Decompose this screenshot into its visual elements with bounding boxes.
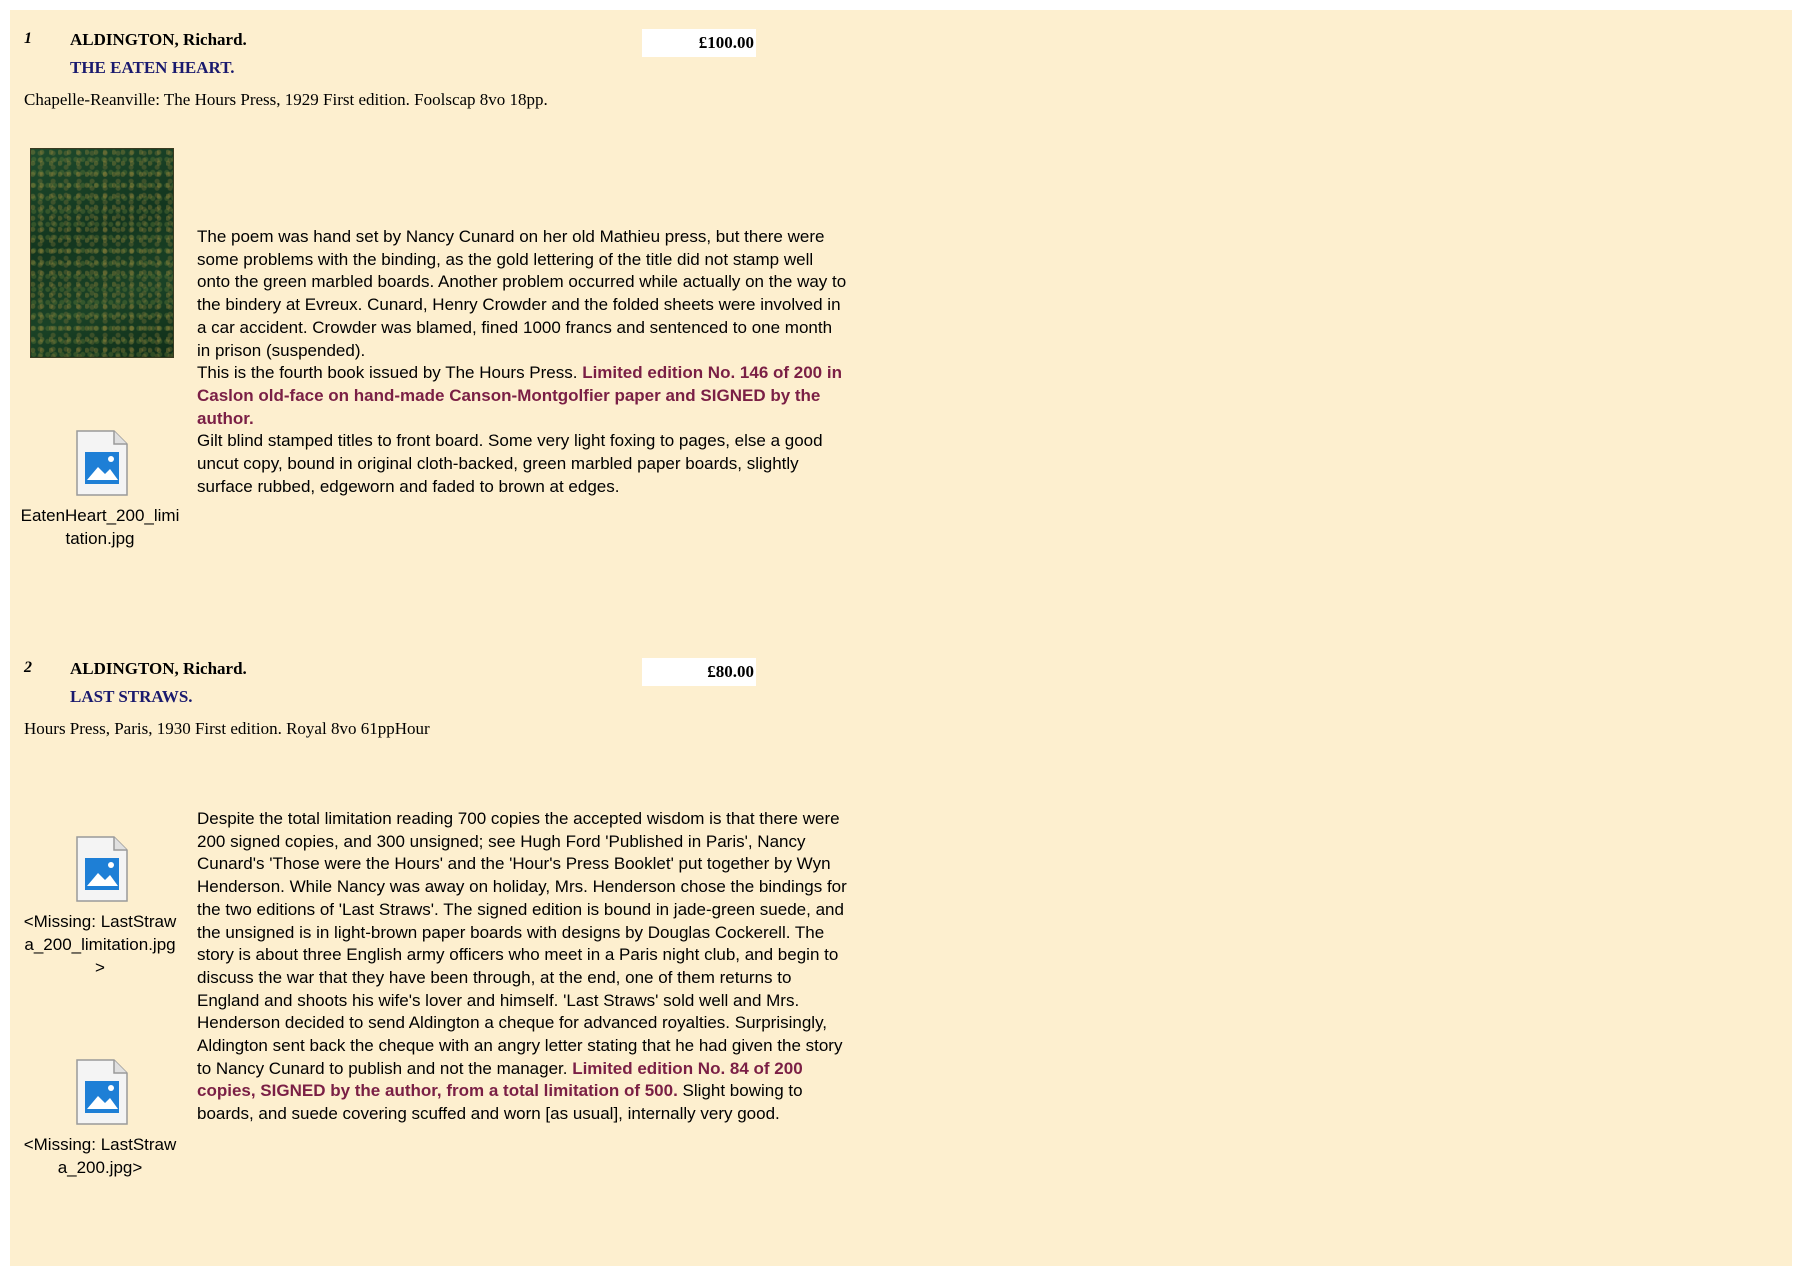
item-2-desc-tail: Slight bowing to boards, and suede covering scuffed and worn [as usual], internally very good. <box>197 1081 803 1124</box>
image-file-icon <box>76 836 128 902</box>
item-2-desc-paragraph <box>197 808 847 1126</box>
item-1-price: £100.00 <box>642 29 756 57</box>
catalogue-page <box>10 10 1792 1266</box>
item-1-image-caption: EatenHeart_200_limitation.jpg <box>20 506 180 548</box>
item-1-limited-edition-note: Limited edition No. 146 of 200 in Caslon old-face on hand-made Canson-Montgolfier paper and SIGNED by the author. <box>197 363 842 428</box>
item-2-image-caption-1: <Missing: LastStrawa_200_limitation.jpg> <box>23 912 177 977</box>
item-1-author: ALDINGTON, Richard. <box>70 30 247 49</box>
item-1-desc-paragraph-1: The poem was hand set by Nancy Cunard on her old Mathieu press, but there were some problems with the binding, as the gold lettering of the title did not stamp well onto the green marbled boards. Another problem occurred while actually on the way to the bindery at Evreux. Cunard, Henry Crowder and the folded sheets were involved in a car accident. Crowder was blamed, fined 1000 francs and sentenced to one month in prison (suspended). <box>197 227 847 360</box>
item-1-desc-paragraph-2 <box>197 362 847 430</box>
item-2-price: £80.00 <box>642 658 756 686</box>
image-file-icon <box>76 430 128 496</box>
item-2-author: ALDINGTON, Richard. <box>70 659 247 678</box>
image-file-icon <box>76 1059 128 1125</box>
item-1-desc-lead: This is the fourth book issued by The Hours Press. <box>197 363 583 383</box>
item-2-title: LAST STRAWS. <box>70 687 193 706</box>
item-2-image-caption-2: <Missing: LastStrawa_200.jpg> <box>23 1135 177 1177</box>
item-2-imprint: Hours Press, Paris, 1930 First edition. Royal 8vo 61ppHour <box>24 719 430 738</box>
item-1-description <box>197 226 847 498</box>
item-2-number: 2 <box>24 659 32 676</box>
item-1-number: 1 <box>24 30 32 47</box>
item-1-imprint: Chapelle-Reanville: The Hours Press, 1929 First edition. Foolscap 8vo 18pp. <box>24 90 548 109</box>
item-2-description <box>197 808 847 1126</box>
item-1-desc-paragraph-3: Gilt blind stamped titles to front board. Some very light foxing to pages, else a good uncut copy, bound in original cloth-backed, green marbled paper boards, slightly surface rubbed, edgeworn and faded to brown at edges. <box>197 431 823 496</box>
eaten-heart-cover-photo <box>30 148 174 358</box>
item-2-limited-edition-note: Limited edition No. 84 of 200 copies, SIGNED by the author, from a total limitation of 500. <box>197 1058 803 1101</box>
item-2-desc-lead: Despite the total limitation reading 700 copies the accepted wisdom is that there were 200 signed copies, and 300 unsigned; see Hugh Ford 'Published in Paris', Nancy Cunard's 'Those were the Hours' and the 'Hour's Press Booklet' put together by Wyn Henderson. While Nancy was away on holiday, Mrs. Henderson chose the bindings for the two editions of 'Last Straws'. The signed edition is bound in jade-green suede, and the unsigned is in light-brown paper boards with designs by Douglas Cockerell. The story is about three English army officers who meet in a Paris night club, and begin to discuss the war that they have been through, at the end, one of them returns to England and shoots his wife's lover and himself. 'Last Straws' sold well and Mrs. Henderson decided to send Aldington a cheque for advanced royalties. Surprisingly, Aldington sent back the cheque with an angry letter stating that he had given the story to Nancy Cunard to publish and not the manager. <box>197 809 847 1078</box>
item-1-title: THE EATEN HEART. <box>70 58 235 77</box>
